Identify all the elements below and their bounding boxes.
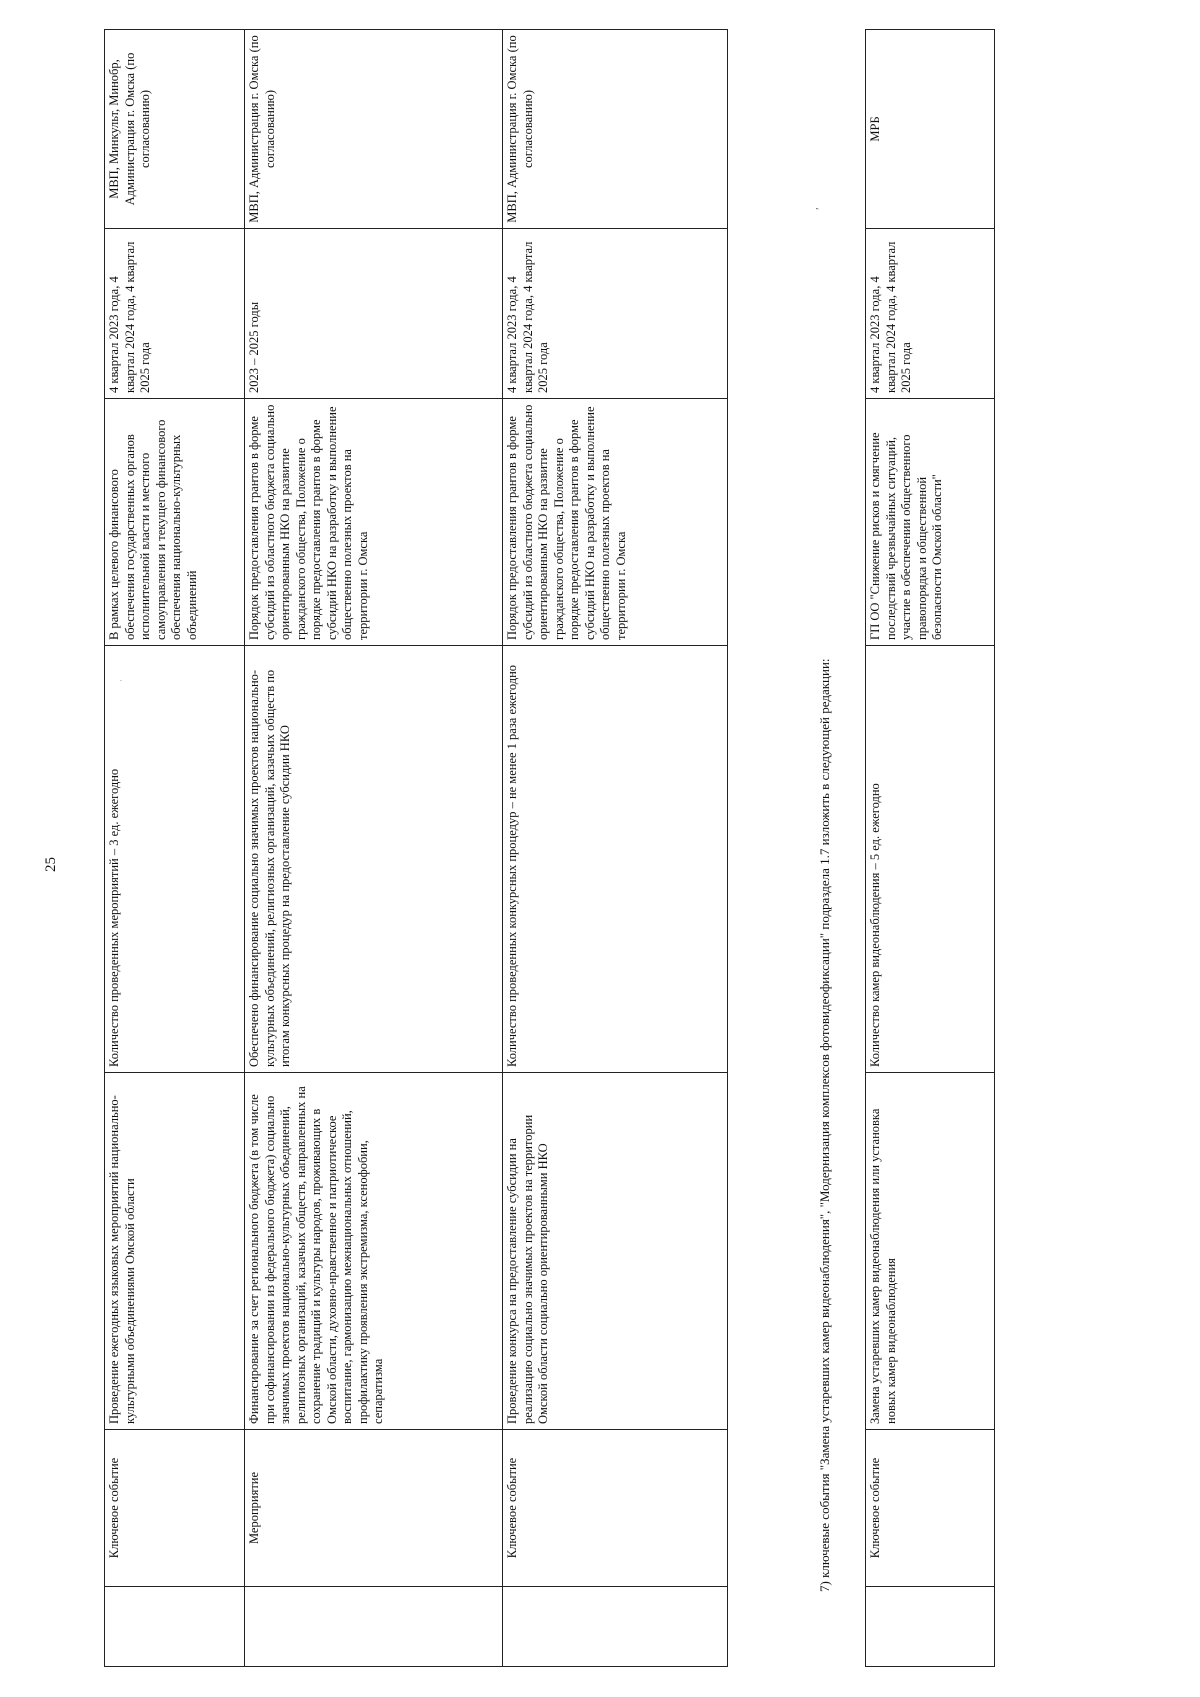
type-cell: Ключевое событие	[866, 1430, 995, 1587]
amendment-note: 7) ключевые события "Замена устаревших камер видеонаблюдения", "Модернизация комплексов фотовидеофиксации" подраздела 1.7 изложить в следующей редакции:	[817, 658, 832, 1592]
period-cell: 4 квартал 2023 года, 4 квартал 2024 года, 4 квартал 2025 года	[105, 229, 245, 399]
events-table-1	[104, 29, 728, 1667]
indicator-cell: Количество проведенных конкурсных процедур – не менее 1 раза ежегодно	[503, 646, 728, 1073]
name-cell: Проведение конкурса на предоставление субсидии на реализацию социально значимых проектов на территории Омской области социально ориентированными НКО	[503, 1073, 728, 1430]
period-cell: 4 квартал 2023 года, 4 квартал 2024 года, 4 квартал 2025 года	[503, 229, 728, 399]
table-row	[105, 30, 245, 1667]
indicator-cell: Количество проведенных мероприятий – 3 ед. ежегодно	[105, 646, 245, 1073]
responsible-cell: МВП, Администрация г. Омска (по согласованию)	[245, 30, 503, 229]
name-cell: Замена устаревших камер видеонаблюдения или установка новых камер видеонаблюдения	[866, 1073, 995, 1430]
number-cell	[503, 1587, 728, 1667]
resource-cell: Порядок предоставления грантов в форме субсидий из областного бюджета социально ориентированным НКО на развитие гражданского общества, Положение о порядке предоставления грантов в форме субсидий НКО на разработку и выполнение общественно полезных проектов на территории г. Омска	[503, 399, 728, 646]
page-number: 25	[43, 857, 59, 872]
type-cell: Ключевое событие	[105, 1430, 245, 1587]
number-cell	[866, 1587, 995, 1667]
responsible-cell: МВП, Минкульт, Минобр, Администрация г. Омска (по согласованию)	[105, 30, 245, 229]
resource-cell: В рамках целевого финансового обеспечения государственных органов исполнительной власти и местного самоуправления и текущего финансового обеспечения национально-культурных объединений	[105, 399, 245, 646]
responsible-cell: МРБ	[866, 30, 995, 229]
number-cell	[245, 1587, 503, 1667]
type-cell: Мероприятие	[245, 1430, 503, 1587]
indicator-cell: Обеспечено финансирование социально значимых проектов национально-культурных объединений, религиозных организаций, казачьих обществ по итогам конкурсных процедур на предоставление субсидии НКО	[245, 646, 503, 1073]
table-row	[503, 30, 728, 1667]
indicator-cell: Количество камер видеонаблюдения – 5 ед. ежегодно	[866, 646, 995, 1073]
stray-dot-mark: ·	[116, 679, 126, 682]
table-row	[866, 30, 995, 1667]
stray-comma-mark: ,	[808, 207, 820, 210]
period-cell: 4 квартал 2023 года, 4 квартал 2024 года, 4 квартал 2025 года	[866, 229, 995, 399]
events-table-2	[865, 29, 995, 1667]
resource-cell: ГП ОО "Снижение рисков и смягчение последствий чрезвычайных ситуаций, участие в обеспечении общественного правопорядка и общественной безопасности Омской области"	[866, 399, 995, 646]
number-cell	[105, 1587, 245, 1667]
resource-cell: Порядок предоставления грантов в форме субсидий из областного бюджета социально ориентированным НКО на развитие гражданского общества, Положение о порядке предоставления грантов в форме субсидий НКО на разработку и выполнение общественно полезных проектов на территории г. Омска	[245, 399, 503, 646]
name-cell: Проведение ежегодных языковых мероприятий национально-культурными объединениями Омской области	[105, 1073, 245, 1430]
table-row	[245, 30, 503, 1667]
name-cell: Финансирование за счет регионального бюджета (в том числе при софинансировании из федерального бюджета) социально значимых проектов национально-культурных объединений, религиозных организаций, казачьих обществ, направленных на сохранение традиций и культуры народов, проживающих в Омской области, духовно-нравственное и патриотическое воспитание, гармонизацию межнациональных отношений, профилактику проявления экстремизма, ксенофобии, сепаратизма	[245, 1073, 503, 1430]
period-cell: 2023 – 2025 годы	[245, 229, 503, 399]
type-cell: Ключевое событие	[503, 1430, 728, 1587]
responsible-cell: МВП, Администрация г. Омска (по согласованию)	[503, 30, 728, 229]
